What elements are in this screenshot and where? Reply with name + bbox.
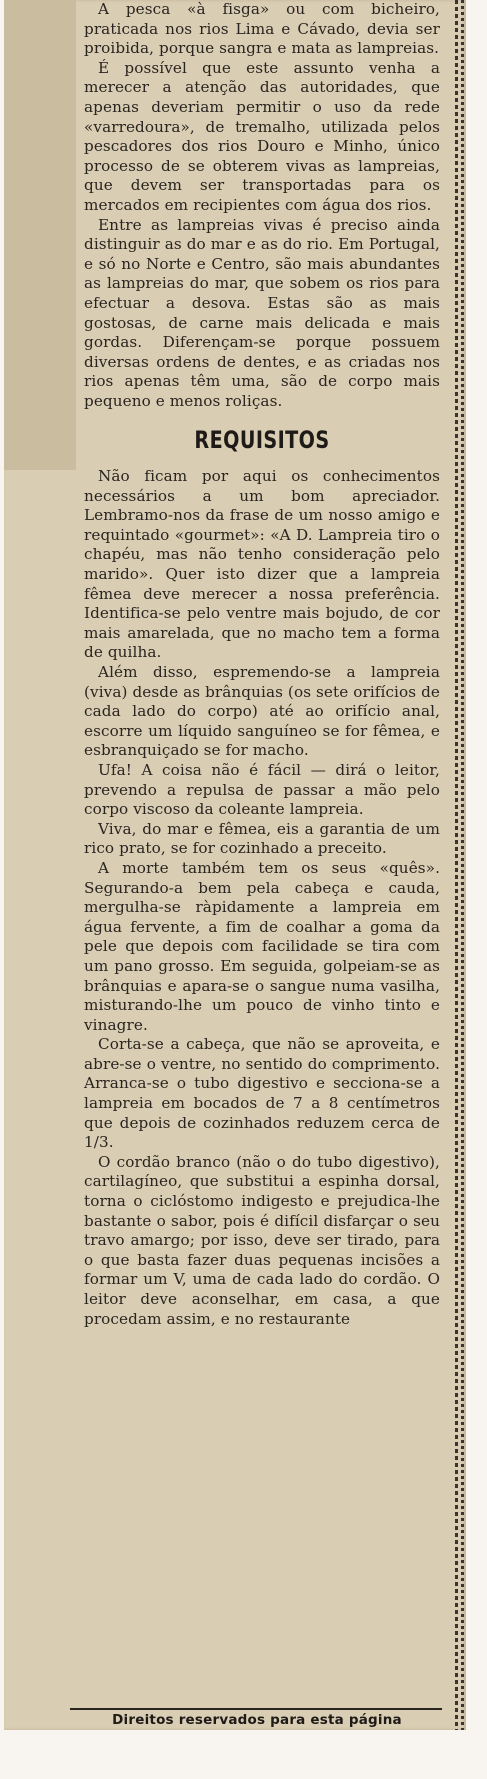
paragraph: Corta-se a cabeça, que não se aproveita, e abre-se o ventre, no sentido do comprimento. Arranca-se o tubo digestivo e secciona-se a lampreia em bocados de 7 a 8 centímetros que depois de cozinhados reduzem cerca de 1/3.: [84, 1035, 440, 1152]
section-heading: REQUISITOS: [194, 426, 330, 455]
paragraph: O cordão branco (não o do tubo digestivo), cartilagíneo, que substitui a espinha dorsal, torna o ciclóstomo indigesto e prejudica-lhe bastante o sabor, pois é difícil disfarçar o seu travo amargo; por isso, deve ser tirado, para o que basta fazer duas pequenas incisões a formar um V, uma de cada lado do cordão. O leitor deve aconselhar, em casa, a que procedam assim, e no restaurante: [84, 1152, 440, 1328]
paragraph: Viva, do mar e fêmea, eis a garantia de um rico prato, se for cozinhado a preceito.: [84, 819, 440, 858]
paragraph: É possível que este assunto venha a merecer a atenção das autoridades, que apenas deveriam permitir o uso da rede «varredoura», de tremalho, utilizada pelos pescadores dos rios Douro e Minho, único processo de se obterem vivas as lampreias, que devem ser transportadas para os mercados em recipientes com água dos rios.: [84, 58, 440, 214]
paragraph: Além disso, espremendo-se a lampreia (viva) desde as brânquias (os sete orifícios de cada lado do corpo) até ao orifício anal, escorre um líquido sanguíneo se for fêmea, e esbranquiçado se for macho.: [84, 663, 440, 760]
paragraph: A morte também tem os seus «quês». Segurando-a bem pela cabeça e cauda, mergulha-se ràpidamente a lampreia em água fervente, a fim de coalhar a goma da pele que depois com facilidade se tira com um pano grosso. Em seguida, golpeiam-se as brânquias e apara-se o sangue numa vasilha, misturando-lhe um pouco de vinho tinto e vinagre.: [84, 858, 440, 1034]
paper-fold-shadow: [4, 0, 76, 470]
dashed-column-rule: [455, 0, 458, 1730]
article-column: [84, 0, 440, 1329]
paragraph: A pesca «à fisga» ou com bicheiro, praticada nos rios Lima e Cávado, devia ser proibida, porque sangra e mata as lampreias.: [84, 0, 440, 58]
footer-rule: [70, 1708, 442, 1710]
dashed-column-rule-outer: [461, 0, 464, 1730]
paragraph: Entre as lampreias vivas é preciso ainda distinguir as do mar e as do rio. Em Portugal, e só no Norte e Centro, são mais abundantes as lampreias do mar, que sobem os rios para efectuar a desova. Estas são as mais gostosas, de carne mais delicada e mais gordas. Diferençam-se porque possuem diversas ordens de dentes, e as criadas nos rios apenas têm uma, são de corpo mais pequeno e menos roliças.: [84, 215, 440, 410]
paragraph: Ufa! A coisa não é fácil — dirá o leitor, prevendo a repulsa de passar a mão pelo corpo viscoso da coleante lampreia.: [84, 760, 440, 819]
paragraph: Não ficam por aqui os conhecimentos necessários a um bom apreciador. Lembramo-nos da frase de um nosso amigo e requintado «gourmet»: «A D. Lampreia tiro o chapéu, mas não tenho consideração pelo marido». Quer isto dizer que a lampreia fêmea deve merecer a nossa preferência. Identifica-se pelo ventre mais bojudo, de cor mais amarelada, que no macho tem a forma de quilha.: [84, 467, 440, 662]
page-footer: Direitos reservados para esta página: [112, 1712, 402, 1728]
